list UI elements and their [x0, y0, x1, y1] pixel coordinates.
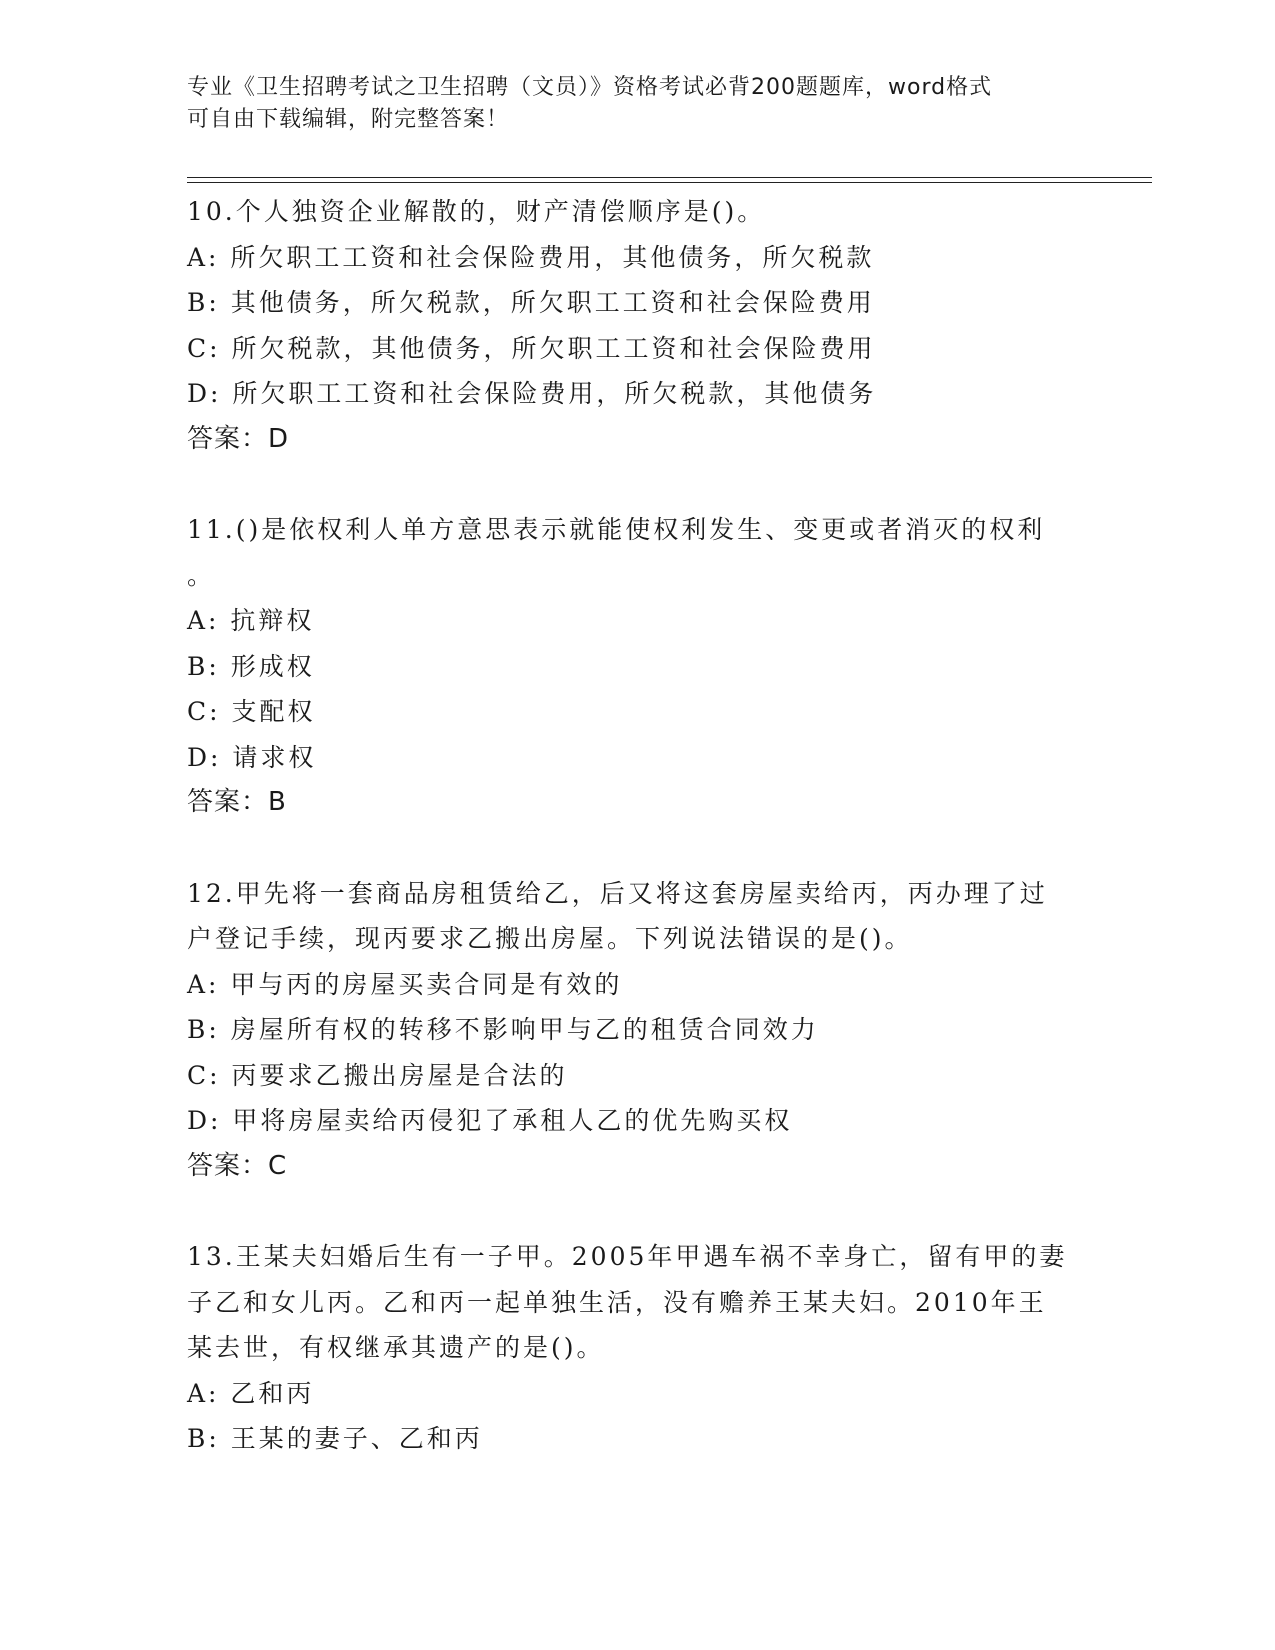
answer: 答案：D: [187, 423, 290, 454]
header-line-1: 专业《卫生招聘考试之卫生招聘（文员）》资格考试必背200题题库，word格式: [187, 75, 993, 100]
option-b: B: 其他债务，所欠税款，所欠职工工资和社会保险费用: [187, 288, 875, 317]
option-c: C: 支配权: [187, 697, 316, 726]
question-gap: [187, 826, 1087, 871]
question-text: 12.甲先将一套商品房租赁给乙，后又将这套房屋卖给丙，丙办理了过: [187, 878, 1048, 908]
document-header: [187, 72, 1087, 136]
option-a: A: 乙和丙: [187, 1378, 315, 1408]
question-text: 10.个人独资企业解散的，财产清偿顺序是()。: [187, 197, 766, 226]
question-11: [187, 507, 1087, 826]
option-a: A: 所欠职工工资和社会保险费用，其他债务，所欠税款: [187, 242, 875, 272]
question-text-continued: 。: [187, 560, 216, 590]
option-d: D: 请求权: [187, 742, 317, 772]
question-12: [187, 871, 1087, 1190]
option-a: A: 甲与丙的房屋买卖合同是有效的: [187, 969, 623, 999]
header-line-2: 可自由下载编辑，附完整答案！: [187, 107, 510, 132]
question-13: [187, 1234, 1087, 1462]
question-gap: [187, 1189, 1087, 1234]
answer: 答案：C: [187, 1150, 288, 1181]
option-b: B: 房屋所有权的转移不影响甲与乙的租赁合同效力: [187, 1015, 819, 1044]
option-c: C: 丙要求乙搬出房屋是合法的: [187, 1060, 568, 1090]
question-text: 11.()是依权利人单方意思表示就能使权利发生、变更或者消灭的权利: [187, 515, 1046, 544]
question-text-continued: 户登记手续，现丙要求乙搬出房屋。下列说法错误的是()。: [187, 924, 913, 953]
header-rule-bottom: [187, 182, 1152, 183]
question-text: 13.王某夫妇婚后生有一子甲。2005年甲遇车祸不幸身亡，留有甲的妻: [187, 1242, 1068, 1271]
question-10: [187, 189, 1087, 462]
option-d: D: 所欠职工工资和社会保险费用，所欠税款，其他债务: [187, 379, 877, 408]
option-a: A: 抗辩权: [187, 606, 315, 635]
option-b: B: 王某的妻子、乙和丙: [187, 1424, 483, 1453]
option-d: D: 甲将房屋卖给丙侵犯了承租人乙的优先购买权: [187, 1106, 793, 1135]
header-rule-top: [187, 177, 1152, 178]
option-c: C: 所欠税款，其他债务，所欠职工工资和社会保险费用: [187, 333, 876, 363]
option-b: B: 形成权: [187, 651, 315, 681]
question-gap: [187, 462, 1087, 507]
question-list: [187, 189, 1087, 1462]
question-text-continued: 子乙和女儿丙。乙和丙一起单独生活，没有赡养王某夫妇。2010年王: [187, 1287, 1047, 1317]
question-text-continued: 某去世，有权继承其遗产的是()。: [187, 1333, 605, 1362]
answer: 答案：B: [187, 787, 287, 817]
